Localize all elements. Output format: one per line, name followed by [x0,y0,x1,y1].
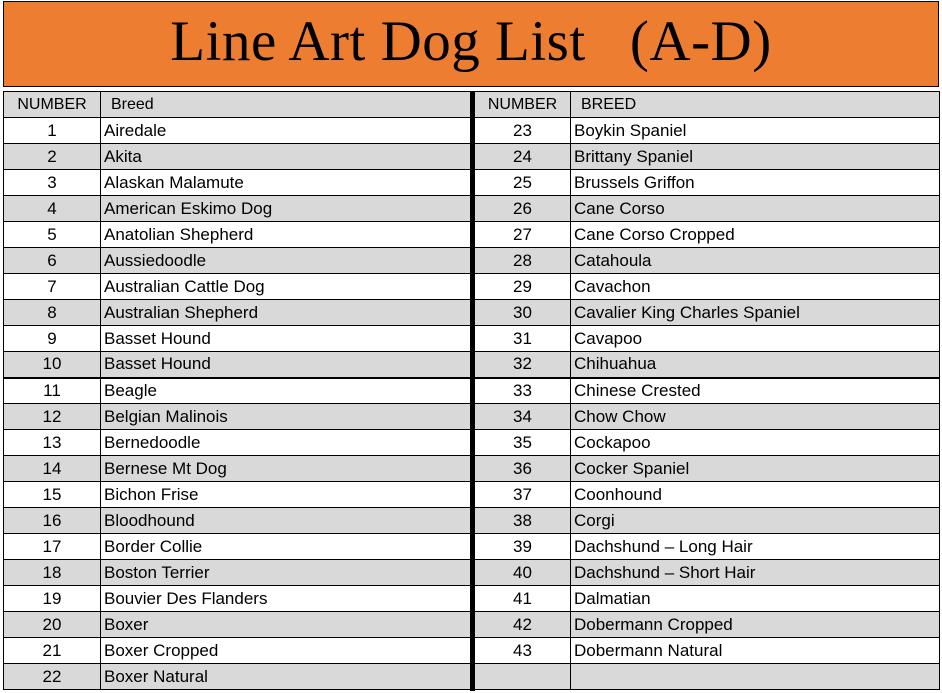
table-row [475,378,940,404]
row-number: 12 [4,404,101,430]
row-breed: Anatolian Shepherd [101,222,472,248]
row-breed: Cavapoo [571,326,940,352]
row-breed: Bichon Frise [101,482,472,508]
row-breed: Beagle [101,378,472,404]
table-row [4,430,472,456]
row-number: 20 [4,612,101,638]
table-row [475,586,940,612]
row-number: 21 [4,638,101,664]
row-number: 28 [475,248,571,274]
table-row [475,456,940,482]
row-number: 35 [475,430,571,456]
row-breed: Cocker Spaniel [571,456,940,482]
row-breed: Dalmatian [571,586,940,612]
row-number: 7 [4,274,101,300]
row-breed: American Eskimo Dog [101,196,472,222]
row-breed: Cavalier King Charles Spaniel [571,300,940,326]
row-number: 29 [475,274,571,300]
row-number: 11 [4,378,101,404]
row-number: 37 [475,482,571,508]
row-breed: Aussiedoodle [101,248,472,274]
table-row [475,118,940,144]
column-divider [470,91,475,691]
row-number: 27 [475,222,571,248]
table-row [4,170,472,196]
table-row [4,508,472,534]
row-breed: Basset Hound [101,352,472,378]
row-number: 15 [4,482,101,508]
table-row [475,508,940,534]
table-row [475,326,940,352]
row-number: 4 [4,196,101,222]
row-breed: Cavachon [571,274,940,300]
left-table-body [4,118,472,690]
row-breed: Dachshund – Long Hair [571,534,940,560]
table-row [475,534,940,560]
row-number: 42 [475,612,571,638]
row-breed: Alaskan Malamute [101,170,472,196]
table-row [475,300,940,326]
row-number: 6 [4,248,101,274]
table-row [475,248,940,274]
row-breed: Boxer Natural [101,664,472,690]
row-breed: Australian Cattle Dog [101,274,472,300]
row-breed: Border Collie [101,534,472,560]
table-row [4,378,472,404]
dog-list-tables [3,91,939,691]
table-row [475,170,940,196]
left-breed-header: Breed [101,92,472,118]
row-breed: Dobermann Cropped [571,612,940,638]
row-breed: Boxer [101,612,472,638]
row-breed: Chow Chow [571,404,940,430]
table-row [4,222,472,248]
row-breed: Akita [101,144,472,170]
table-row [4,248,472,274]
row-number: 18 [4,560,101,586]
table-row [4,300,472,326]
table-row [4,404,472,430]
row-breed: Corgi [571,508,940,534]
right-number-header: NUMBER [475,92,571,118]
row-number: 14 [4,456,101,482]
row-number: 23 [475,118,571,144]
table-row [4,560,472,586]
row-number: 25 [475,170,571,196]
table-row [4,456,472,482]
row-number [475,664,571,690]
row-breed: Airedale [101,118,472,144]
right-table-body [475,118,940,690]
row-breed: Bernedoodle [101,430,472,456]
row-breed: Chihuahua [571,352,940,378]
row-breed: Brussels Griffon [571,170,940,196]
right-header-row [475,92,940,118]
row-breed: Coonhound [571,482,940,508]
row-number: 22 [4,664,101,690]
table-row [4,664,472,690]
table-row [475,196,940,222]
row-breed: Boxer Cropped [101,638,472,664]
row-number: 13 [4,430,101,456]
table-row [4,586,472,612]
row-number: 32 [475,352,571,378]
row-number: 3 [4,170,101,196]
row-number: 36 [475,456,571,482]
title-banner [3,1,939,87]
table-row [4,638,472,664]
row-number: 38 [475,508,571,534]
row-number: 19 [4,586,101,612]
row-number: 43 [475,638,571,664]
row-breed: Cane Corso Cropped [571,222,940,248]
row-number: 17 [4,534,101,560]
row-breed: Bouvier Des Flanders [101,586,472,612]
row-breed: Dachshund – Short Hair [571,560,940,586]
row-number: 33 [475,378,571,404]
row-number: 34 [475,404,571,430]
row-number: 30 [475,300,571,326]
row-breed: Australian Shepherd [101,300,472,326]
table-row [475,612,940,638]
row-number: 8 [4,300,101,326]
row-breed: Brittany Spaniel [571,144,940,170]
row-number: 16 [4,508,101,534]
table-row [475,560,940,586]
row-number: 10 [4,352,101,378]
table-row [4,196,472,222]
row-number: 24 [475,144,571,170]
table-row [475,222,940,248]
row-number: 39 [475,534,571,560]
row-number: 26 [475,196,571,222]
table-row [4,482,472,508]
table-row [4,534,472,560]
left-breed-table [3,91,472,690]
row-number: 9 [4,326,101,352]
row-breed [571,664,940,690]
right-breed-header: BREED [571,92,940,118]
table-row [475,430,940,456]
row-breed: Catahoula [571,248,940,274]
row-breed: Basset Hound [101,326,472,352]
row-number: 5 [4,222,101,248]
row-breed: Belgian Malinois [101,404,472,430]
table-row [475,352,940,378]
table-row [4,274,472,300]
row-number: 31 [475,326,571,352]
table-row [475,274,940,300]
row-breed: Bernese Mt Dog [101,456,472,482]
row-breed: Cane Corso [571,196,940,222]
table-row [4,326,472,352]
row-breed: Dobermann Natural [571,638,940,664]
row-number: 1 [4,118,101,144]
table-row [4,144,472,170]
right-breed-table [474,91,940,690]
table-row [475,482,940,508]
table-row [4,612,472,638]
page-title: Line Art Dog List (A-D) [170,9,772,73]
table-row [4,352,472,378]
row-breed: Boston Terrier [101,560,472,586]
table-row [4,118,472,144]
row-breed: Cockapoo [571,430,940,456]
table-row [475,404,940,430]
row-breed: Chinese Crested [571,378,940,404]
left-header-row [4,92,472,118]
table-row [475,664,940,690]
row-number: 41 [475,586,571,612]
table-row [475,144,940,170]
row-breed: Bloodhound [101,508,472,534]
left-number-header: NUMBER [4,92,101,118]
row-number: 40 [475,560,571,586]
table-row [475,638,940,664]
row-number: 2 [4,144,101,170]
row-breed: Boykin Spaniel [571,118,940,144]
